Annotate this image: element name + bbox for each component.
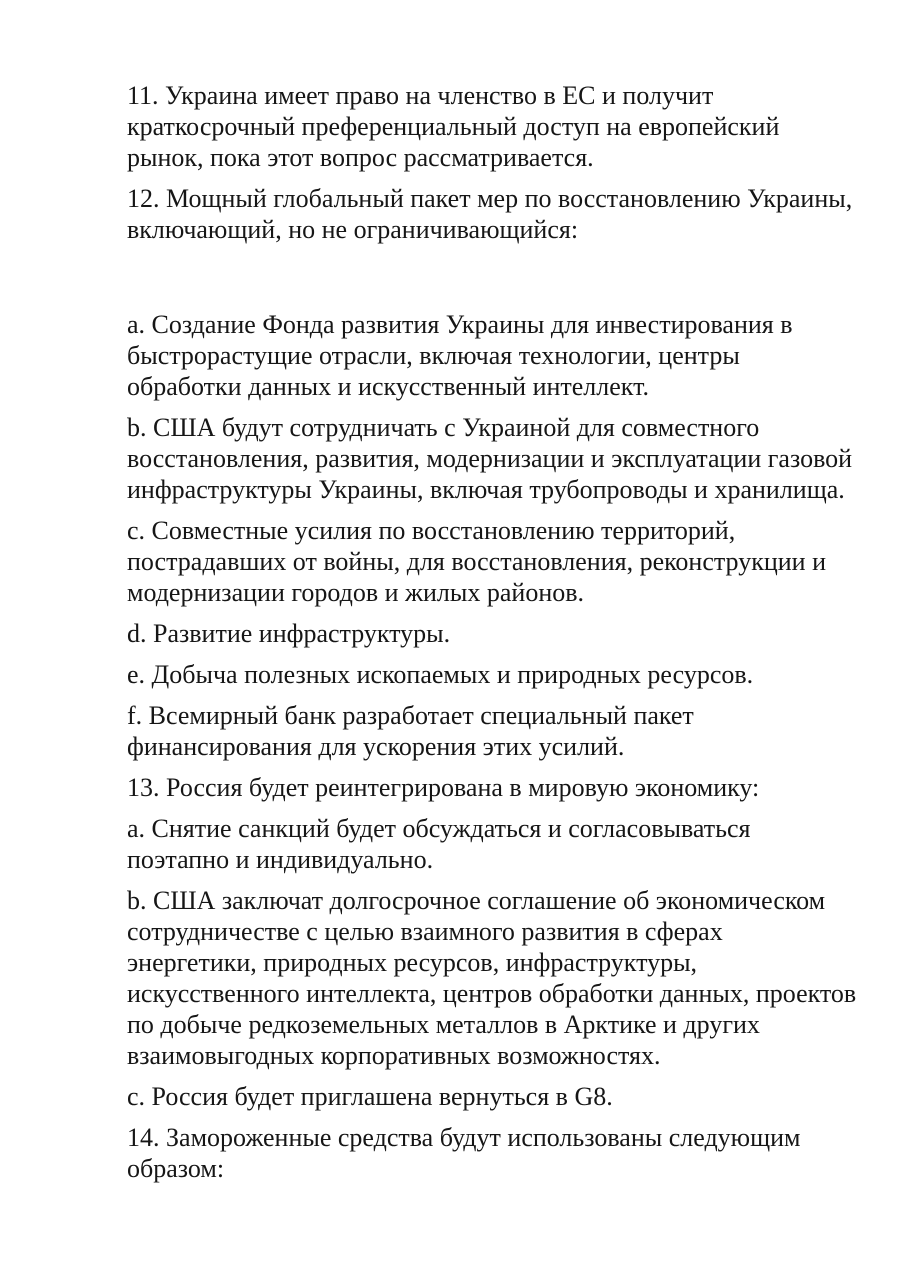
clause-12c: c. Совместные усилия по восстановлению территорий, пострадавших от войны, для восстановления, реконструкции и модернизации городов и жилых районов. [127,516,827,607]
clause-13c: c. Россия будет приглашена вернуться в G8. [127,1082,613,1111]
clause-12d: d. Развитие инфраструктуры. [127,619,451,648]
clause-12f: f. Всемирный банк разработает специальный пакет финансирования для ускорения этих усилий. [127,701,694,761]
clause-12: 12. Мощный глобальный пакет мер по восстановлению Украины, включающий, но не ограничивающийся: [127,184,853,244]
clause-13: 13. Россия будет реинтегрирована в мировую экономику: [127,773,760,802]
clause-14: 14. Замороженные средства будут использованы следующим образом: [127,1123,801,1183]
blank-line [127,255,857,299]
document-text-block [127,80,857,1194]
clause-13b: b. США заключат долгосрочное соглашение об экономическом сотрудничестве с целью взаимного развития в сферах энергетики, природных ресурсов, инфраструктуры, искусственного интеллекта, центров обработки данных, проектов по добыче редкоземельных металлов в Арктике и других взаимовыгодных корпоративных возможностях. [127,886,857,1070]
clause-12e: e. Добыча полезных ископаемых и природных ресурсов. [127,660,754,689]
clause-12b: b. США будут сотрудничать с Украиной для совместного восстановления, развития, модернизации и эксплуатации газовой инфраструктуры Украины, включая трубопроводы и хранилища. [127,413,853,504]
clause-11: 11. Украина имеет право на членство в ЕС и получит краткосрочный преференциальный доступ на европейский рынок, пока этот вопрос рассматривается. [127,81,780,172]
clause-13a: a. Снятие санкций будет обсуждаться и согласовываться поэтапно и индивидуально. [127,814,751,874]
clause-12a: a. Создание Фонда развития Украины для инвестирования в быстрорастущие отрасли, включая технологии, центры обработки данных и искусственный интеллект. [127,310,793,401]
